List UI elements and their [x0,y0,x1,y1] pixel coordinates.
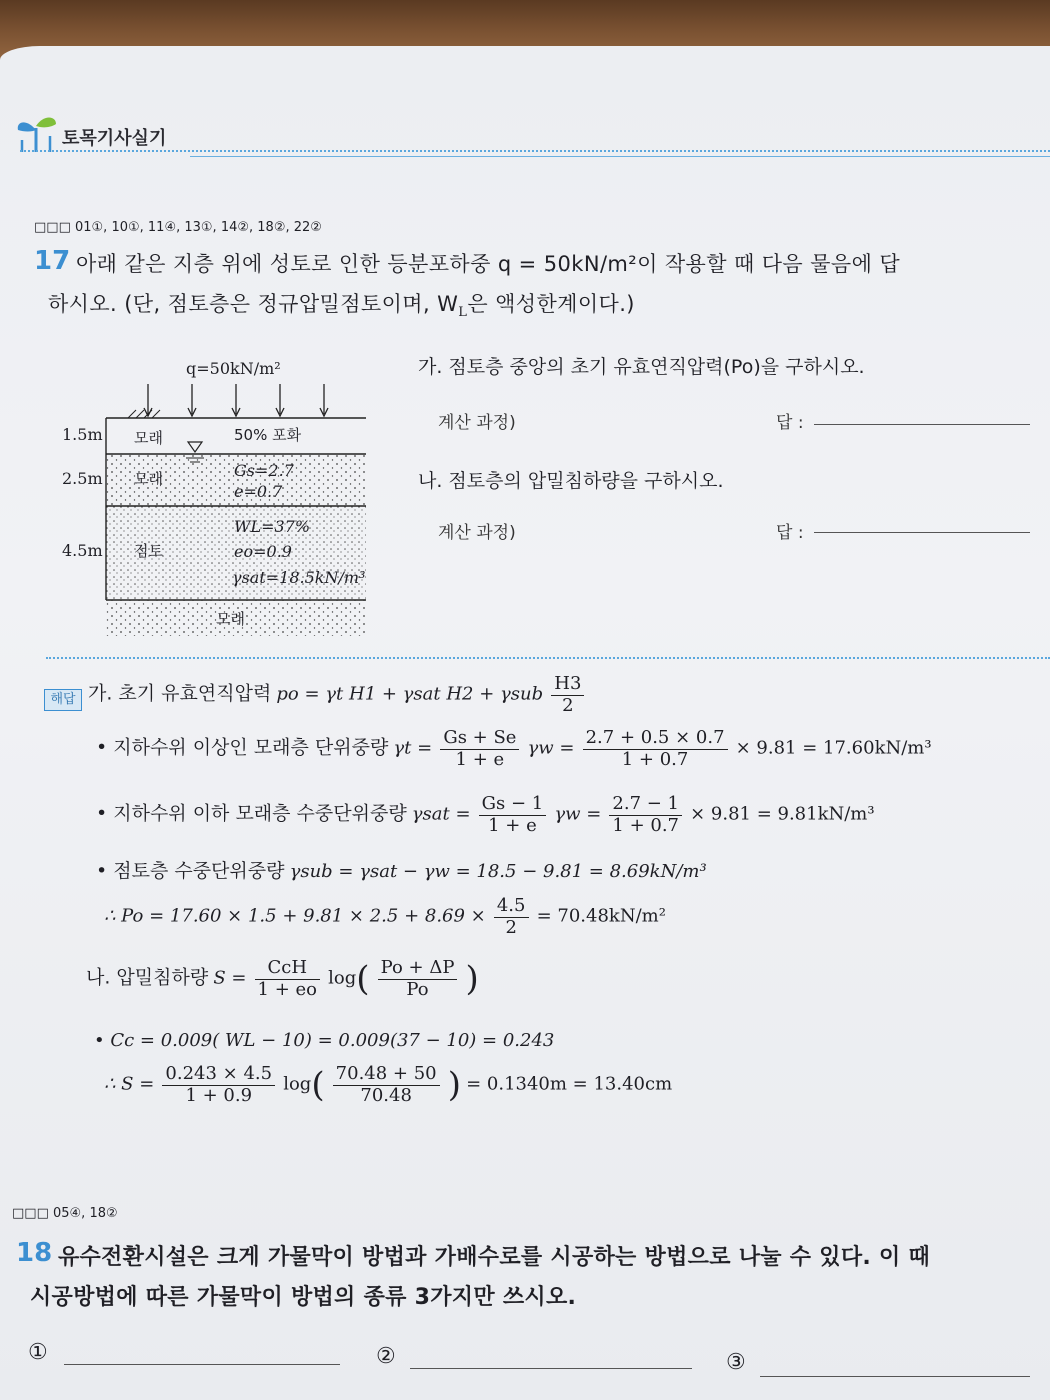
s-lhs: ∴ S = [104,1073,155,1095]
bullet2-lhs: γsat = [411,803,471,825]
layer1-name: 모래 [134,429,163,447]
q18-blank3-field[interactable] [760,1376,1030,1377]
frac-den: 1 + 0.7 [612,814,679,836]
frac-den: 1 + eo [257,978,318,1000]
q18-text-line2: 시공방법에 따른 가물막이 방법의 종류 3가지만 쓰시오. [30,1285,577,1310]
layer1-note: 50% 포화 [234,426,302,444]
solution-bullet-3 [96,856,707,883]
frac-den: 70.48 [360,1084,412,1106]
section-divider [46,657,1050,659]
frac-num: 2.7 + 0.5 × 0.7 [583,728,728,750]
book-title: 토목기사실기 [62,128,167,149]
b-log: log [328,967,357,989]
layer4-name: 모래 [216,610,245,628]
q18-number: 18 [16,1238,53,1268]
a-result-tail: = 70.48kN/m² [536,905,666,927]
q18-blank2-field[interactable] [410,1368,692,1369]
header-divider-line [190,156,1050,157]
q17-text-line1: 아래 같은 지층 위에 성토로 인한 등분포하중 q = 50kN/m²이 작용할 때 다음 물음에 답 [76,252,901,276]
q18-blank1-label: ① [28,1340,48,1365]
frac-num: 4.5 [494,896,529,918]
frac-den: 1 + 0.7 [621,748,689,770]
frac-num: 0.243 × 4.5 [162,1064,275,1086]
s-frac2 [333,1064,440,1106]
layer3-gsat: γsat=18.5kN/m³ [232,568,366,587]
solution-a-formula: po = γt H1 + γsat H2 + γsub [276,683,544,705]
layer2-gs: Gs=2.7 [234,461,294,480]
frac-num: 2.7 − 1 [609,794,682,816]
q17-number: 17 [34,246,71,276]
frac-den: 2 [505,916,517,938]
bullet1-frac2 [583,728,728,770]
soil-profile-diagram [56,350,416,650]
bullet3-eq: γsub = γsat − γw = 18.5 − 9.81 = 8.69kN/m³ [289,861,707,882]
open-paren: ( [356,959,370,1000]
solution-a-result [104,896,666,938]
s-tail: = 0.1340m = 13.40cm [466,1073,673,1095]
layer2-e: e=0.7 [234,482,283,501]
frac-num: Gs + Se [440,728,519,750]
close-paren: ) [447,1065,461,1106]
layer3-eo: eo=0.9 [234,542,292,561]
sprout-logo-icon [14,114,60,154]
q18-exam-references: □□□ 05④, 18② [12,1206,118,1221]
ground-hatch [128,410,160,418]
q18-blank1-field[interactable] [64,1364,340,1365]
bullet2-text: • 지하수위 이하 모래층 수중단위중량 [96,802,407,825]
load-label: q=50kN/m² [186,359,281,378]
frac-den: 1 + e [455,748,505,770]
solution-s-result [104,1064,672,1106]
layer2-depth: 2.5m [62,469,103,488]
q17-a-answer-label: 답 : [776,413,804,433]
bullet1-lhs: γt = [393,737,433,759]
q17-sub-b: 나. 점토층의 압밀침하량을 구하시오. [418,470,724,492]
frac-den: 1 + 0.9 [185,1084,253,1106]
solution-badge: 해답 [44,689,82,711]
solution-a-heading [88,674,587,716]
frac-den: 1 + e [488,814,537,836]
q18-blank3-label: ③ [726,1350,746,1375]
b-frac1 [255,958,320,1000]
bullet1-frac1 [440,728,519,770]
a-result-frac [494,896,529,938]
solution-a-fraction [551,674,584,716]
frac-num: Po + ΔP [378,958,458,980]
header-divider [20,150,1050,152]
q17-b-calc-label: 계산 과정) [438,523,516,543]
b-frac2 [378,958,458,1000]
bullet2-tail: × 9.81 = 9.81kN/m³ [690,803,875,825]
q18-text-line1: 유수전환시설은 크게 가물막이 방법과 가배수로를 시공하는 방법으로 나눌 수 있다. 이 때 [58,1245,931,1270]
q17-text-line2 [48,288,635,320]
q17-sub-a: 가. 점토층 중앙의 초기 유효연직압력(Po)을 구하시오. [418,356,865,378]
layer3-name: 점토 [134,542,163,560]
layer2-name: 모래 [134,470,163,488]
q17-b-answer-label: 답 : [776,523,804,543]
s-log: log [283,1073,312,1095]
frac-num: CcH [255,958,320,980]
open-paren: ( [311,1065,325,1106]
solution-a-head-text: 가. 초기 유효연직압력 [88,682,272,705]
q17-a-calc-label: 계산 과정) [438,413,516,433]
solution-b-heading [86,958,479,1000]
solution-bullet-1 [96,728,932,770]
q17-line2-sub: L [458,305,468,321]
q17-line2-head: 하시오. (단, 점토층은 정규압밀점토이며, W [48,292,459,316]
b-head-text: 나. 압밀침하량 [86,966,209,989]
frac-den: Po [406,978,429,1000]
frac-den: 2 [562,694,574,716]
frac-num: Gs − 1 [479,794,547,816]
a-result-lhs: ∴ Po = 17.60 × 1.5 + 9.81 × 2.5 + 8.69 × [104,905,486,927]
q17-exam-references: □□□ 01①, 10①, 11④, 13①, 14②, 18②, 22② [34,220,322,235]
layer1-depth: 1.5m [62,425,103,444]
frac-num: H3 [551,674,584,696]
q17-a-answer-field[interactable] [814,424,1030,425]
bullet3-text: • 점토층 수중단위중량 [96,860,285,882]
load-arrows [144,384,328,416]
q17-b-answer-field[interactable] [814,532,1030,533]
bullet2-frac2 [609,794,682,836]
bullet1-tail: × 9.81 = 17.60kN/m³ [735,737,932,759]
bullet2-frac1 [479,794,547,836]
s-frac1 [162,1064,275,1106]
solution-cc-eq: • Cc = 0.009( WL − 10) = 0.009(37 − 10) = 0.243 [94,1030,555,1051]
q18-blank2-label: ② [376,1344,396,1369]
layer3-wl: WL=37% [234,517,311,536]
bullet1-mid: γw = [527,737,575,759]
bullet1-text: • 지하수위 이상인 모래층 단위중량 [96,736,389,759]
bullet2-mid: γw = [554,803,602,825]
q17-line2-tail: 은 액성한계이다.) [467,292,635,316]
frac-num: 70.48 + 50 [333,1064,440,1086]
layer3-depth: 4.5m [62,541,103,560]
solution-bullet-2 [96,794,875,836]
b-lhs: S = [213,967,247,989]
close-paren: ) [465,959,479,1000]
